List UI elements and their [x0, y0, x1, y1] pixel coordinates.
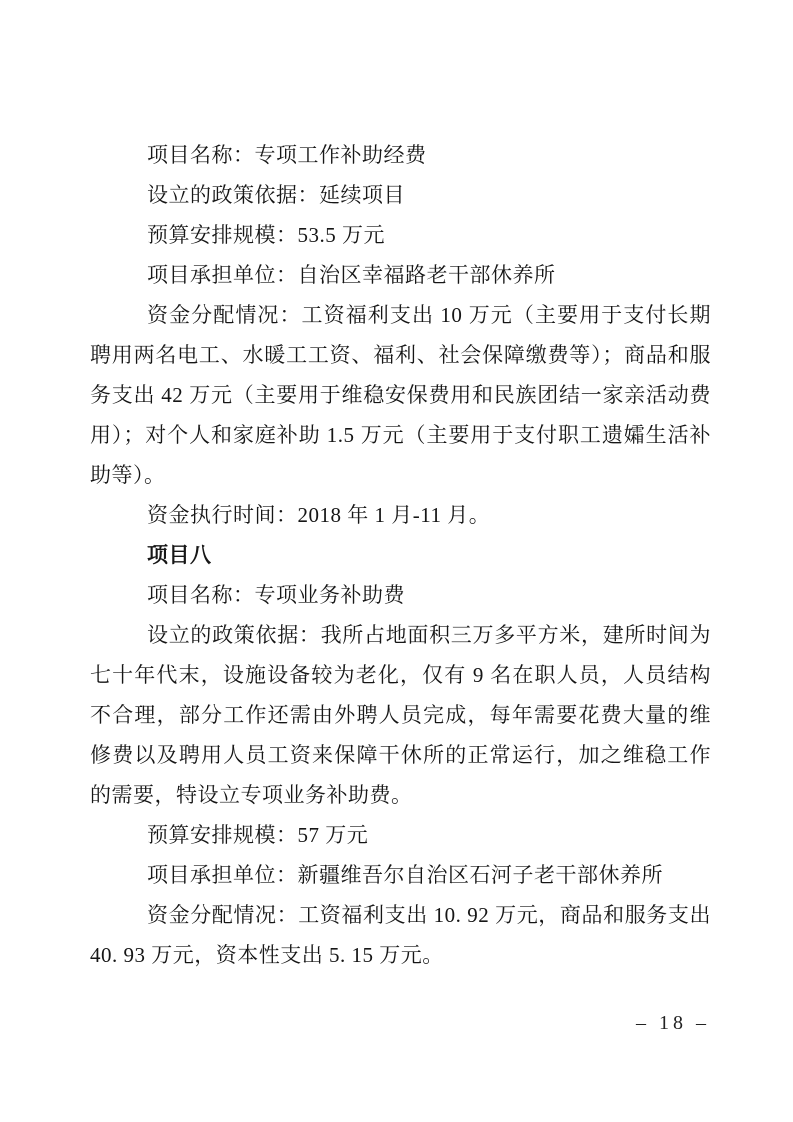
paragraph-project-name-2: 项目名称：专项业务补助费	[147, 583, 405, 607]
paragraph-fund-allocation-2: 资金分配情况：工资福利支出 10. 92 万元，商品和服务支出 40. 93 万元，资本性支出 5. 15 万元。	[90, 903, 711, 967]
paragraph-project-name: 项目名称：专项工作补助经费	[147, 143, 427, 167]
paragraph-policy-basis-2: 设立的政策依据：我所占地面积三万多平方米，建所时间为七十年代末，设施设备较为老化，仅有 9 名在职人员，人员结构不合理，部分工作还需由外聘人员完成，每年需要花费大量的维修费以及聘用人员工资来保障干休所的正常运行，加之维稳工作的需要，特设立专项业务补助费。	[90, 623, 711, 807]
paragraph-undertaking-unit: 项目承担单位：自治区幸福路老干部休养所	[147, 263, 556, 287]
document-body	[90, 135, 711, 975]
paragraph-budget-scale-2: 预算安排规模：57 万元	[147, 823, 369, 847]
paragraph-fund-execution-period: 资金执行时间：2018 年 1 月-11 月。	[147, 503, 491, 527]
paragraph-budget-scale: 预算安排规模：53.5 万元	[147, 223, 385, 247]
paragraph-undertaking-unit-2: 项目承担单位：新疆维吾尔自治区石河子老干部休养所	[147, 863, 663, 887]
paragraph-policy-basis: 设立的政策依据：延续项目	[147, 183, 405, 207]
section-heading-project-eight: 项目八	[147, 543, 212, 567]
paragraph-fund-allocation: 资金分配情况：工资福利支出 10 万元（主要用于支付长期聘用两名电工、水暖工工资、福利、社会保障缴费等）；商品和服务支出 42 万元（主要用于维稳安保费用和民族团结一家亲活动费用）；对个人和家庭补助 1.5 万元（主要用于支付职工遗孀生活补助等）。	[90, 303, 711, 487]
page-number: – 18 –	[636, 1012, 710, 1034]
